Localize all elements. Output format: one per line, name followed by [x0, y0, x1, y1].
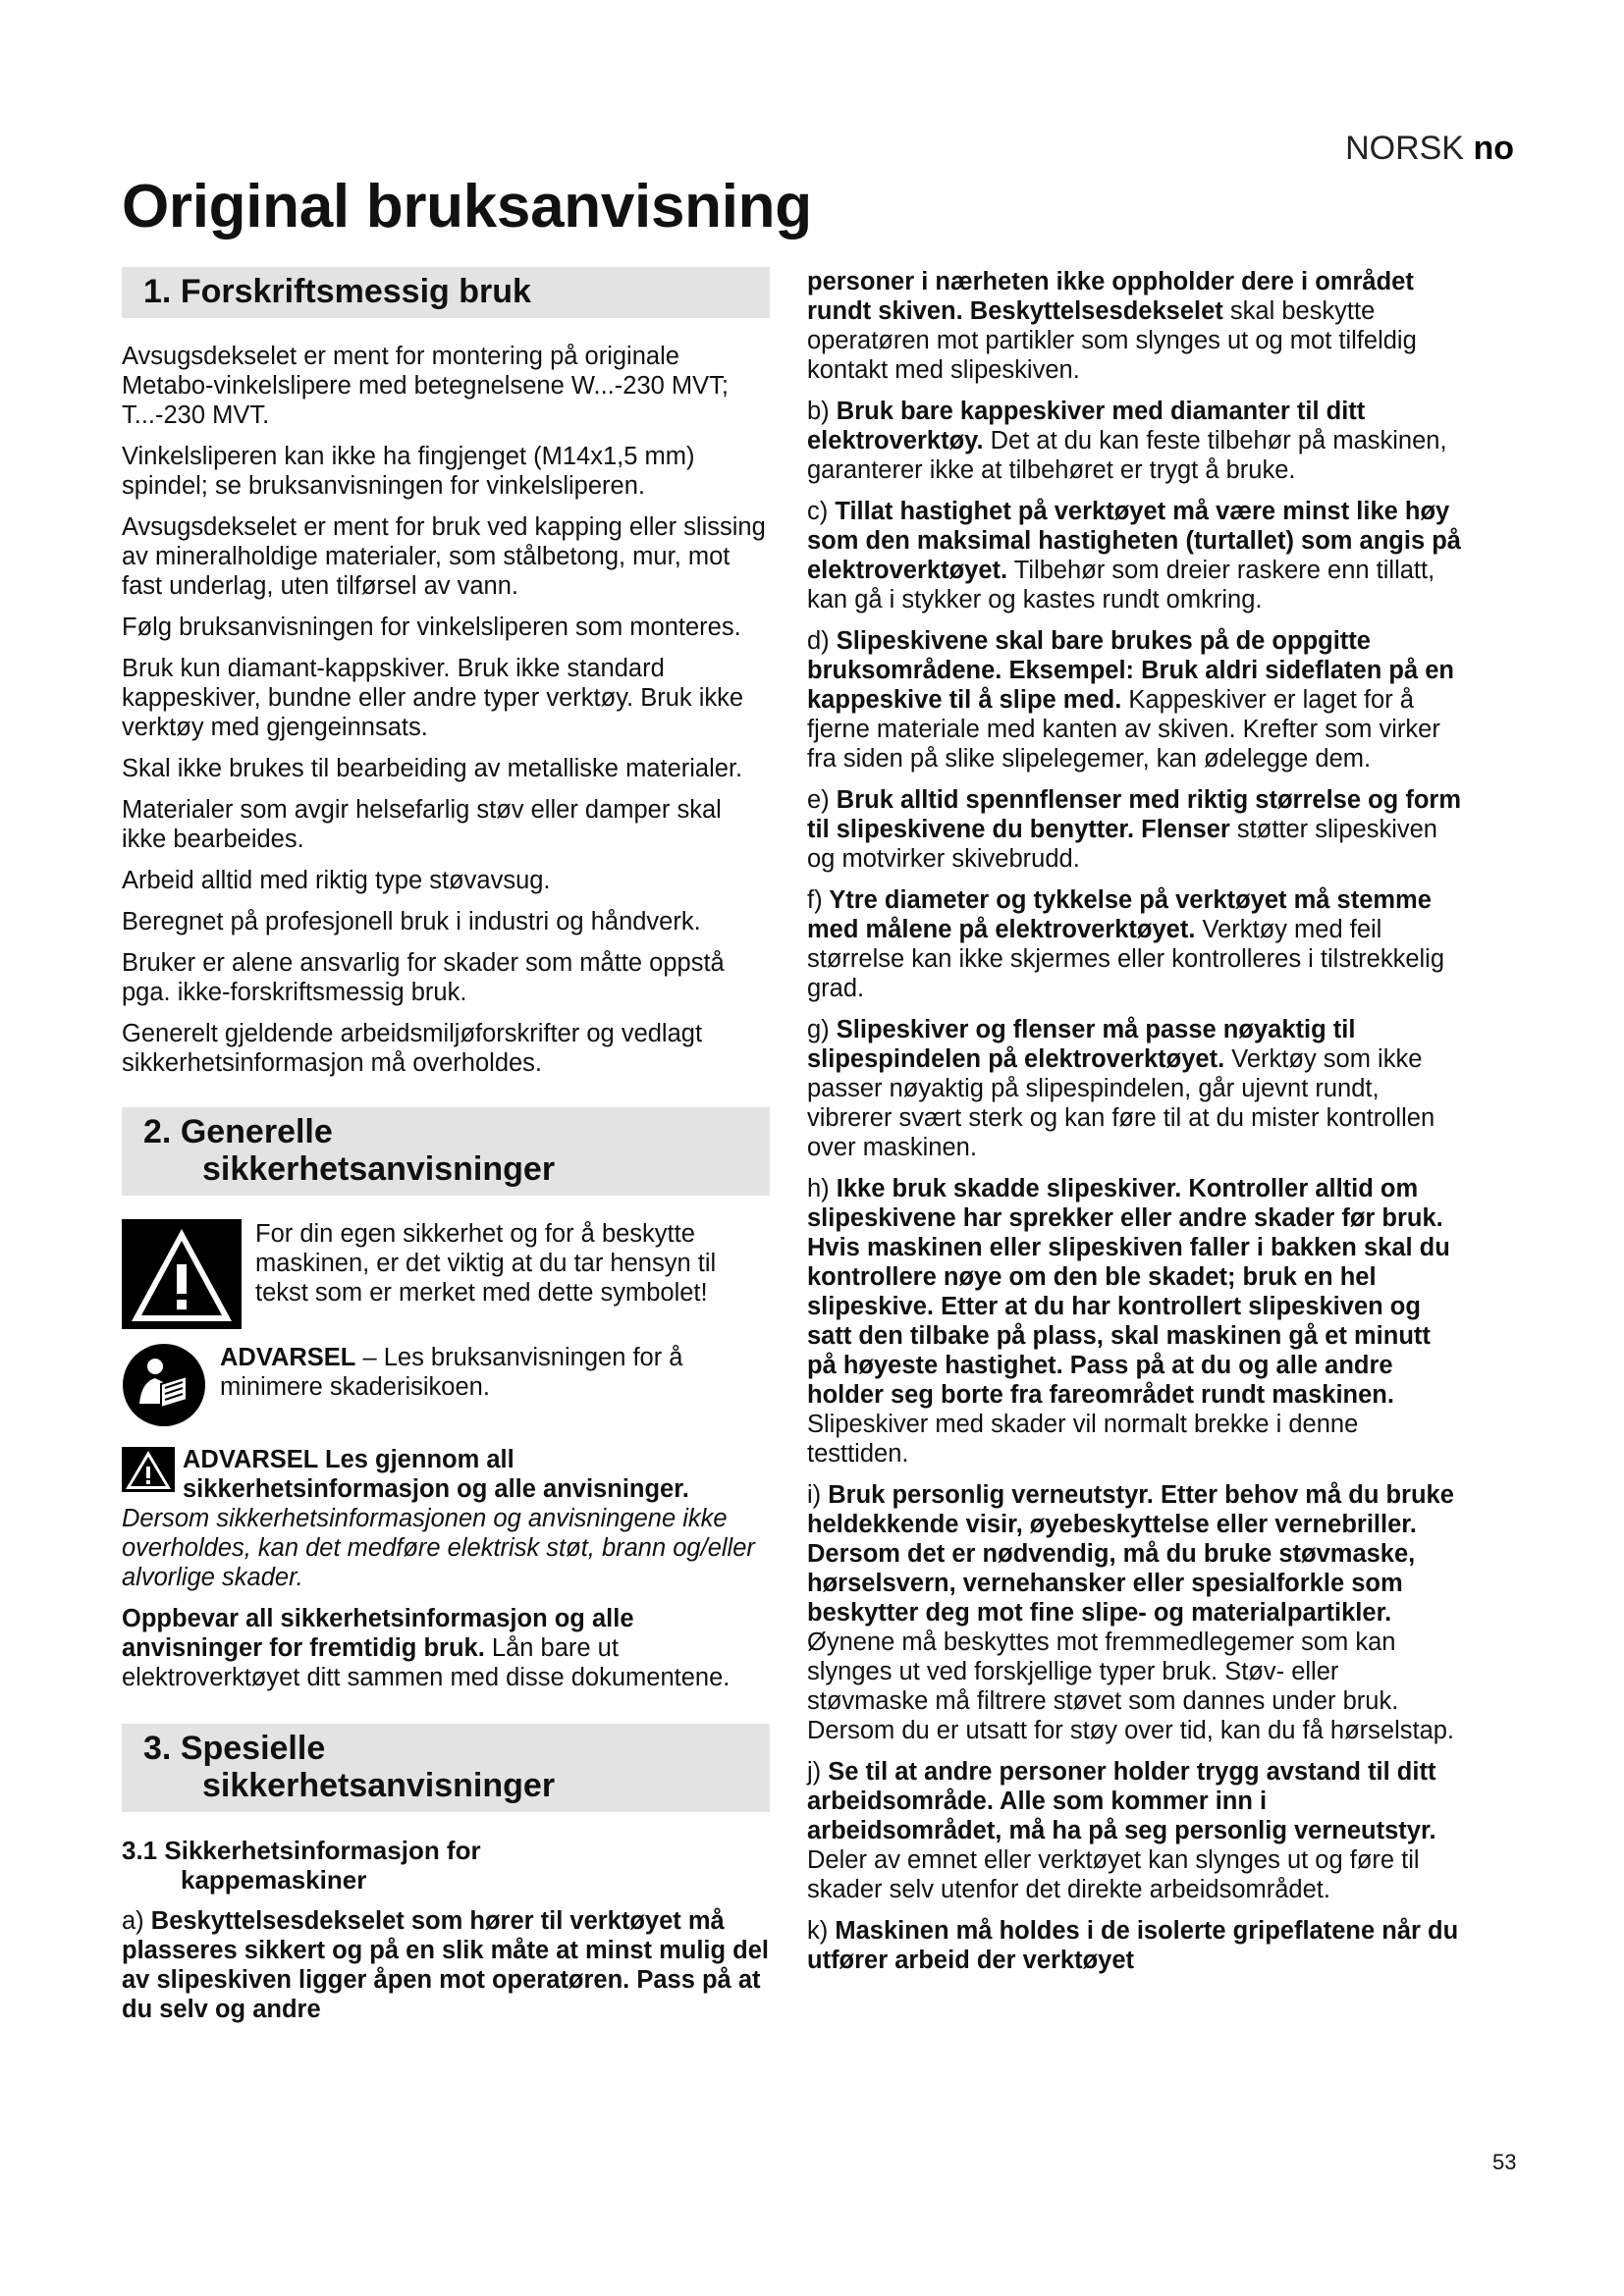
- language-code: no: [1473, 130, 1514, 167]
- section-3-heading: 3. Spesielle sikkerhetsanvisninger: [122, 1724, 770, 1812]
- safety-symbol-note: [122, 1219, 770, 1329]
- item-h: h) Ikke bruk skadde slipeskiver. Kontroller alltid om slipeskivene har sprekker eller andre skader før bruk. Hvis maskinen eller slipeskiven faller i bakken skal du kontrollere nøye om den ble skadet; bruk en hel slipeskive. Etter at du har kontrollert slipeskiven og satt den tilbake på plass, skal maskinen gå et minutt på høyeste hastighet. Pass på at du og alle andre holder seg borte fra fareområdet rundt maskinen. Slipeskiver med skader vil normalt brekke i denne testtiden.: [807, 1175, 1450, 1468]
- subsection-3-1-heading: 3.1 Sikkerhetsinformasjon for kappemaskiner: [122, 1836, 481, 1895]
- keep-instructions: Oppbevar all sikkerhetsinformasjon og alle anvisninger for fremtidig bruk. Lån bare ut elektroverktøyet ditt sammen med disse dokumentene.: [122, 1605, 731, 1691]
- item-e: e) Bruk alltid spennflenser med riktig størrelse og form til slipeskivene du benytter. Flenser støtter slipeskiven og motvirker skivebrudd.: [807, 786, 1462, 873]
- item-b: b) Bruk bare kappeskiver med diamanter til ditt elektroverktøy. Det at du kan feste tilbehør på maskinen, garanterer ikke at tilbehøret er trygt å bruke.: [807, 398, 1447, 484]
- section-1-paragraph: Bruk kun diamant-kappskiver. Bruk ikke standard kappeskiver, bundne eller andre typer verktøy. Bruk ikke verktøy med gjengeinnsats.: [122, 655, 744, 741]
- right-column: [807, 267, 1463, 1987]
- section-1-paragraph: Skal ikke brukes til bearbeiding av metalliske materialer.: [122, 755, 743, 782]
- left-column: [122, 267, 770, 2036]
- item-f: f) Ytre diameter og tykkelse på verktøyet må stemme med målene på elektroverktøyet. Verktøy med feil størrelse kan ikke skjermes eller kontrolleres i tilstrekkelig grad.: [807, 886, 1445, 1002]
- section-1-paragraph: Avsugsdekselet er ment for montering på originale Metabo-vinkelslipere med betegnelsene W...-230 MVT; T...-230 MVT.: [122, 343, 729, 429]
- section-1-paragraph: Arbeid alltid med riktig type støvavsug.: [122, 867, 551, 894]
- section-1-paragraph: Materialer som avgir helsefarlig støv eller damper skal ikke bearbeides.: [122, 796, 722, 853]
- symbol-note-text: For din egen sikkerhet og for å beskytte maskinen, er det viktig at du tar hensyn til tekst som er merket med dette symbolet!: [255, 1220, 717, 1307]
- page-title: Original bruksanvisning: [122, 173, 812, 240]
- page-number: 53: [1492, 2150, 1517, 2174]
- section-1-paragraph: Beregnet på profesjonell bruk i industri og håndverk.: [122, 908, 701, 935]
- section-1-paragraph: Bruker er alene ansvarlig for skader som måtte oppstå pga. ikke-forskriftsmessig bruk.: [122, 949, 725, 1006]
- section-1-paragraph: Følg bruksanvisningen for vinkelsliperen som monteres.: [122, 614, 741, 641]
- item-j: j) Se til at andre personer holder trygg avstand til ditt arbeidsområde. Alle som kommer inn i arbeidsområdet, må ha på seg personlig verneutstyr. Deler av emnet eller verktøyet kan slynges ut og føre til skader selv utenfor det direkte arbeidsområdet.: [807, 1758, 1436, 1903]
- item-g: g) Slipeskiver og flenser må passe nøyaktig til slipespindelen på elektroverktøyet. Verktøy som ikke passer nøyaktig på slipespindelen, går ujevnt rundt, vibrerer svært sterk og kan føre til at du mister kontrollen over maskinen.: [807, 1016, 1435, 1161]
- item-i: i) Bruk personlig verneutstyr. Etter behov må du bruke heldekkende visir, øyebeskyttelse eller vernebriller. Dersom det er nødvendig, må du bruke støvmaske, hørselsvern, vernehansker eller spesialforkle som beskytter deg mot fine slipe- og materialpartikler. Øynene må beskyttes mot fremmedlegemer som kan slynges ut ved forskjellige typer bruk. Støv- eller støvmaske må filtrere støvet som dannes under bruk. Dersom du er utsatt for støy over tid, kan du få hørselstap.: [807, 1481, 1455, 1744]
- language-indicator: [1345, 130, 1514, 168]
- language-label: NORSK: [1345, 130, 1464, 167]
- section-1-heading: 1. Forskriftsmessig bruk: [122, 267, 770, 318]
- item-c: c) Tillat hastighet på verktøyet må være minst like høy som den maksimal hastigheten (turtallet) som angis på elektroverktøyet. Tilbehør som dreier raskere enn tillatt, kan gå i stykker og kastes rundt omkring.: [807, 498, 1461, 614]
- section-1-paragraph: Generelt gjeldende arbeidsmiljøforskrifter og vedlagt sikkerhetsinformasjon må overholdes.: [122, 1020, 703, 1077]
- read-manual-warning: [122, 1343, 770, 1427]
- warning-1-label: ADVARSEL: [220, 1344, 356, 1371]
- warning-1-text: – Les bruksanvisningen for å minimere skaderisikoen.: [220, 1344, 683, 1401]
- item-d: d) Slipeskivene skal bare brukes på de oppgitte bruksområdene. Eksempel: Bruk aldri sideflaten på en kappeskive til å slipe med. Kappeskiver er laget for å fjerne materiale med kanten av skiven. Krefter som virker fra siden på slike slipelegemer, kan ødelegge dem.: [807, 627, 1454, 773]
- section-1-paragraph: Avsugsdekselet er ment for bruk ved kapping eller slissing av mineralholdige materialer, som stålbetong, mur, mot fast underlag, uten tilførsel av vann.: [122, 513, 766, 600]
- item-k: k) Maskinen må holdes i de isolerte gripeflatene når du utfører arbeid der verktøyet: [807, 1917, 1459, 1974]
- item-a: a) Beskyttelsesdekselet som hører til verktøyet må plasseres sikkert og på en slik måte at minst mulig del av slipeskiven ligger åpen mot operatøren. Pass på at du selv og andre: [122, 1907, 770, 2023]
- read-manual-icon: [122, 1343, 206, 1427]
- warning-triangle-icon: [122, 1219, 242, 1329]
- small-warning-triangle-icon: [122, 1447, 175, 1492]
- item-a-continued: personer i nærheten ikke oppholder dere i området rundt skiven. Beskyttelsesdekselet skal beskytte operatøren mot partikler som slynges ut og mot tilfeldig kontakt med slipeskiven.: [807, 268, 1417, 384]
- section-1-paragraph: Vinkelsliperen kan ikke ha fingjenget (M14x1,5 mm) spindel; se bruksanvisningen for vinkelsliperen.: [122, 443, 695, 500]
- general-warning: ADVARSEL Les gjennom all sikkerhetsinformasjon og alle anvisninger. Dersom sikkerhetsinformasjonen og anvisningene ikke overholdes, kan det medføre elektrisk støt, brann og/eller alvorlige skader.: [122, 1446, 755, 1591]
- section-2-heading: 2. Generelle sikkerhetsanvisninger: [122, 1107, 770, 1196]
